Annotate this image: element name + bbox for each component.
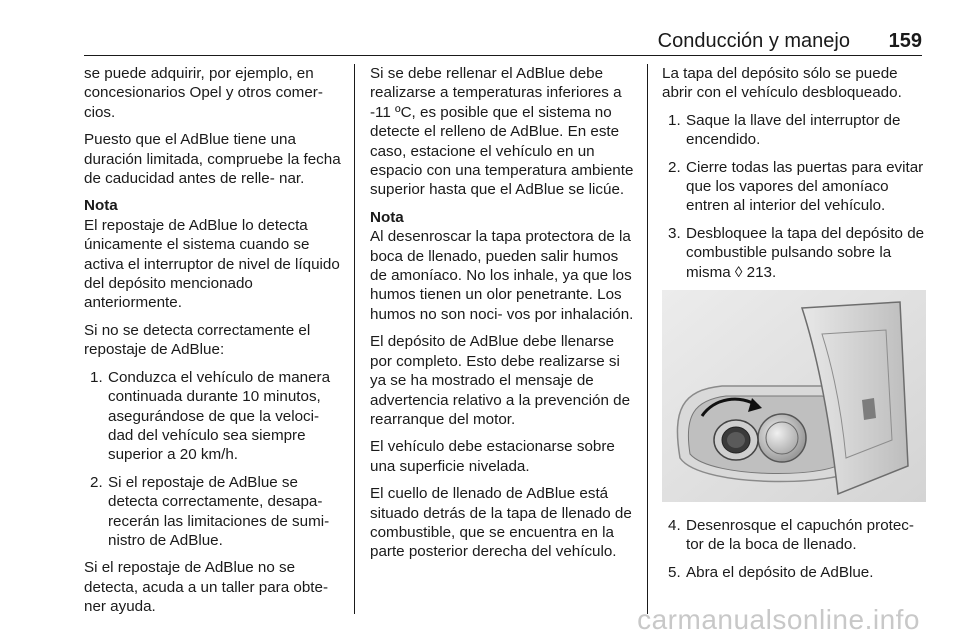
- list-number: 2.: [90, 473, 103, 491]
- page-header: [0, 28, 960, 54]
- fuel-filler-illustration: [662, 290, 926, 502]
- list-item: [662, 224, 926, 282]
- list-number: 3.: [668, 224, 681, 242]
- paragraph: Si se debe rellenar el AdBlue debe realizarse a temperaturas inferiores a -11 ºC, es posible que el sistema no detecte el relleno de AdBlue. En este caso, estacione el vehículo en un espacio con una temperatura ambiente superior hasta que el AdBlue se licúe.: [370, 65, 634, 199]
- flap-hinge: [862, 398, 876, 420]
- column-divider: [647, 64, 648, 614]
- list-item: [84, 368, 346, 465]
- watermark: carmanualsonline.info: [637, 604, 920, 635]
- numbered-list: [84, 368, 346, 551]
- paragraph: Si el repostaje de AdBlue no se detecta, acuda a un taller para obte- ner ayuda.: [84, 559, 329, 616]
- page-number: 159: [888, 30, 922, 52]
- paragraph: Si no se detecta correctamente el repostaje de AdBlue:: [84, 321, 311, 359]
- header-rule: [84, 55, 922, 56]
- list-item: [84, 473, 346, 551]
- paragraph: El depósito de AdBlue debe llenarse por completo. Esto debe realizarse si ya se ha mostrado el mensaje de advertencia relativo a la prevención de rearranque del motor.: [370, 333, 631, 428]
- numbered-list: [662, 111, 926, 282]
- column-right: [662, 64, 926, 590]
- paragraph: se puede adquirir, por ejemplo, en concesionarios Opel y otros comer- cios.: [84, 65, 323, 121]
- list-item: [662, 516, 926, 555]
- adblue-cap-inner: [727, 432, 745, 448]
- list-text: Saque la llave del interruptor de encendido.: [686, 111, 901, 149]
- note-body: El repostaje de AdBlue lo detecta únicamente el sistema cuando se activa el interruptor de nivel de líquido del depósito mencionado anteriormente.: [84, 216, 340, 312]
- list-number: 1.: [668, 111, 681, 129]
- list-number: 1.: [90, 368, 103, 386]
- column-left: [84, 64, 346, 625]
- fuel-cap: [758, 414, 806, 462]
- paragraph: Puesto que el AdBlue tiene una duración limitada, compruebe la fecha de caducidad antes de relle- nar.: [84, 131, 341, 188]
- list-item: [662, 111, 926, 150]
- note-title: Nota: [370, 208, 404, 226]
- list-text: Desenrosque el capuchón protec- tor de la boca de llenado.: [686, 517, 914, 554]
- list-text: Abra el depósito de AdBlue.: [686, 563, 874, 581]
- list-text: Cierre todas las puertas para evitar que los vapores del amoníaco entren al interior del vehículo.: [686, 158, 924, 215]
- paragraph: El vehículo debe estacionarse sobre una superficie nivelada.: [370, 438, 615, 475]
- numbered-list: [662, 516, 926, 582]
- note-title: Nota: [84, 197, 118, 215]
- list-number: 5.: [668, 563, 681, 581]
- list-item: [662, 158, 926, 216]
- column-middle: [370, 64, 634, 570]
- section-title: Conducción y manejo: [657, 30, 850, 52]
- column-divider: [354, 64, 355, 614]
- note-body: Al desenroscar la tapa protectora de la boca de llenado, pueden salir humos de amoníaco. No los inhale, ya que los humos tienen un olor penetrante. Los humos no son noci- vos por inhalación.: [370, 228, 634, 323]
- list-number: 2.: [668, 158, 681, 176]
- paragraph: El cuello de llenado de AdBlue está situado detrás de la tapa de llenado de combustible, que se encuentra en la parte posterior derecha del vehículo.: [370, 485, 632, 561]
- list-text: Si el repostaje de AdBlue se detecta correctamente, desapa- recerán las limitaciones de sumi- nistro de AdBlue.: [108, 473, 330, 549]
- list-text: Conduzca el vehículo de manera continuada durante 10 minutos, asegurándose de que la veloci- dad del vehículo sea siempre superior a 20 km/h.: [108, 368, 331, 464]
- list-text: Desbloquee la tapa del depósito de combustible pulsando sobre la misma ◊ 213.: [686, 224, 925, 281]
- list-number: 4.: [668, 517, 681, 535]
- adblue-filler-cap-drawing: [662, 290, 926, 502]
- paragraph: La tapa del depósito sólo se puede abrir con el vehículo desbloqueado.: [662, 65, 902, 102]
- list-item: [662, 563, 926, 582]
